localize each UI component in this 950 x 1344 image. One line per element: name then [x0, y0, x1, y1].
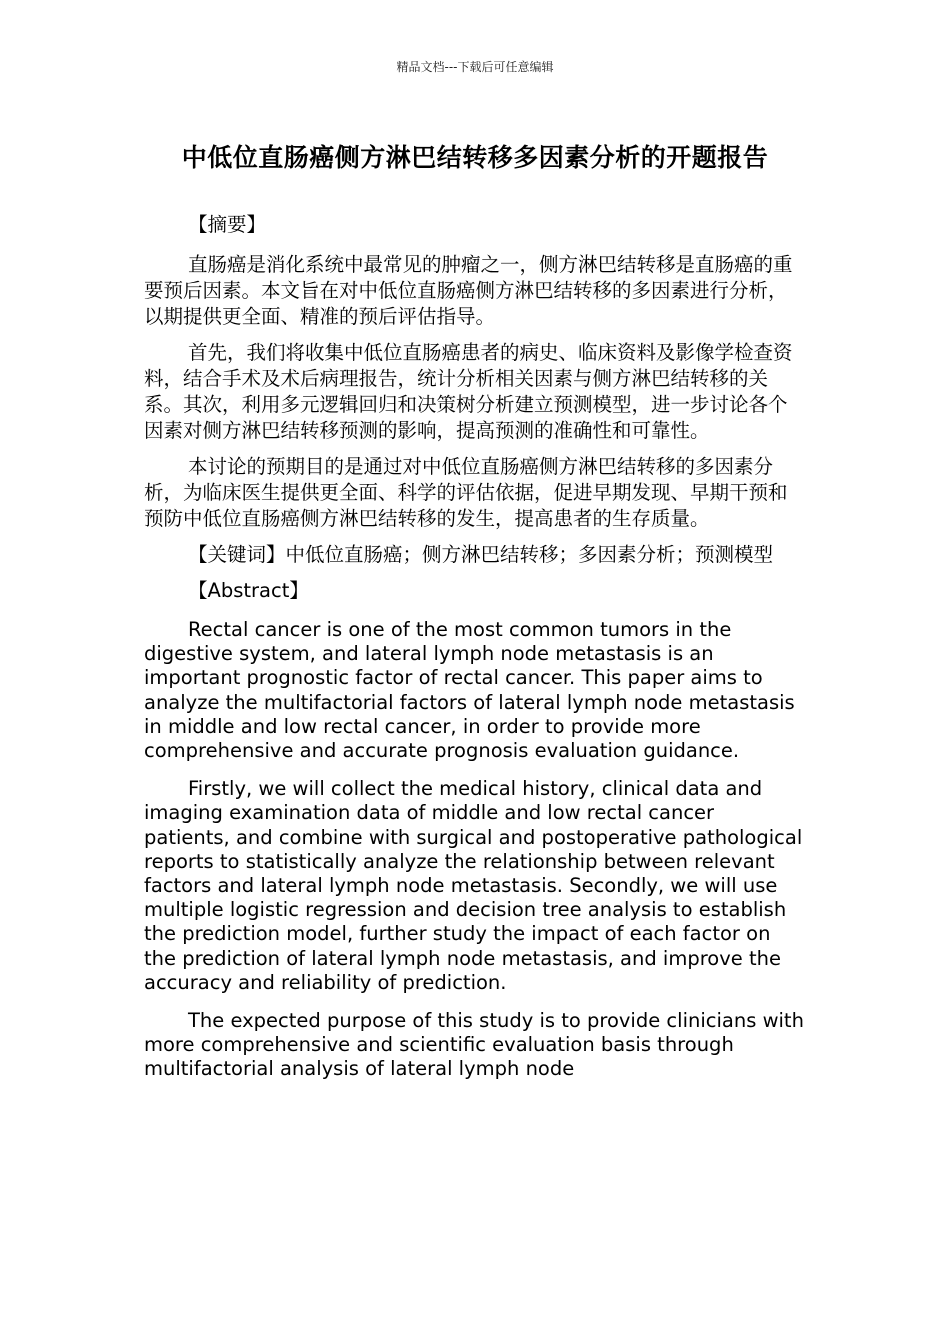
abstract-cn-paragraph-3: 本讨论的预期目的是通过对中低位直肠癌侧方淋巴结转移的多因素分析，为临床医生提供更全面、科学的评估依据，促进早期发现、早期干预和预防中低位直肠癌侧方淋巴结转移的发生，提高患者的生存质量。 [144, 455, 788, 530]
document-title: 中低位直肠癌侧方淋巴结转移多因素分析的开题报告 [181, 143, 769, 172]
abstract-cn-paragraph-1: 直肠癌是消化系统中最常见的肿瘤之一，侧方淋巴结转移是直肠癌的重要预后因素。本文旨在对中低位直肠癌侧方淋巴结转移的多因素进行分析，以期提供更全面、精准的预后评估指导。 [144, 253, 793, 328]
abstract-en-paragraph-3: The expected purpose of this study is to provide clinicians with more comprehensive and scientific evaluation basis through multifactorial analysis of lateral lymph node [144, 1009, 804, 1081]
header-note: 精品文档---下载后可任意编辑 [396, 60, 554, 74]
abstract-en-paragraph-2: Firstly, we will collect the medical history, clinical data and imaging examination data of middle and low rectal cancer patients, and combine with surgical and postoperative pathological reports to statistically analyze the relationship between relevant factors and lateral lymph node metastasis. Secondly, we will use multiple logistic regression and decision tree analysis to establish the prediction model, further study the impact of each factor on the prediction of lateral lymph node metastasis, and improve the accuracy and reliability of prediction. [144, 777, 803, 994]
abstract-en-paragraph-1: Rectal cancer is one of the most common tumors in the digestive system, and lateral lymph node metastasis is an important prognostic factor of rectal cancer. This paper aims to analyze the multifactorial factors of lateral lymph node metastasis in middle and low rectal cancer, in order to provide more comprehensive and accurate prognosis evaluation guidance. [144, 618, 795, 763]
document-body [144, 212, 806, 1096]
keywords-cn: 【关键词】中低位直肠癌；侧方淋巴结转移；多因素分析；预测模型 [188, 543, 774, 566]
abstract-cn-paragraph-2: 首先，我们将收集中低位直肠癌患者的病史、临床资料及影像学检查资料，结合手术及术后病理报告，统计分析相关因素与侧方淋巴结转移的关系。其次，利用多元逻辑回归和决策树分析建立预测模型，进一步讨论各个因素对侧方淋巴结转移预测的影响，提高预测的准确性和可靠性。 [144, 341, 793, 442]
abstract-en-heading: 【Abstract】 [188, 579, 309, 602]
abstract-cn-heading: 【摘要】 [188, 213, 267, 236]
